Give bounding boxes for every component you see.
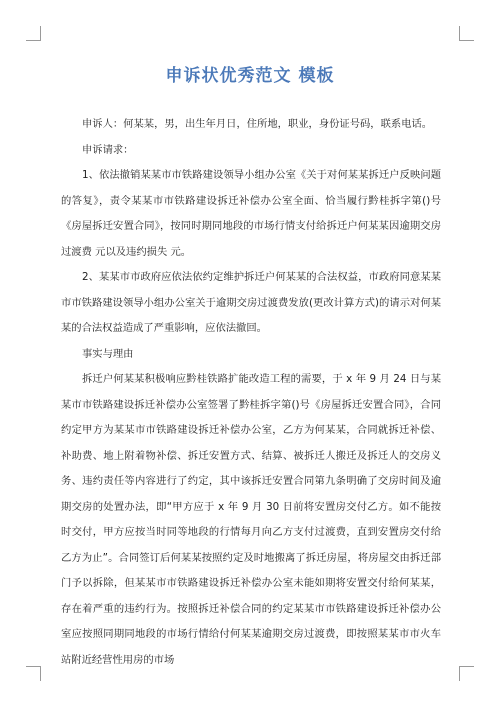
crop-mark-top-right	[459, 26, 474, 41]
request-heading: 申诉请求：	[82, 143, 134, 156]
crop-mark-bottom-left	[26, 666, 41, 681]
crop-mark-top-left	[26, 26, 41, 41]
facts-paragraph: 拆迁户何某某积极响应黔桂铁路扩能改造工程的需要，于 x 年 9 月 24 日与某某市市铁路建设拆迁补偿办公室签署了黔桂拆字第()号《房屋拆迁安置合同》，合同约定甲方为某某市市铁路建设拆迁补偿办公室，乙方为何某某，合同就拆迁补偿、补助费、地上附着物补偿、拆迁安置方式、结算、被拆迁人搬迁及拆迁人的交房义务、违约责任等内容进行了约定，其中该拆迁安置合同第九条明确了交房时间及逾期交房的处置办法，即“甲方应于 x 年 9 月 30 日前将安置房交付乙方。如不能按时交付，甲方应按当时同等地段的行情每月向乙方支付过渡费，直到安置房交付给乙方为止”。合同签订后何某某按照约定及时地搬离了拆迁房屋，将房屋交由拆迁部门予以拆除，但某某市市铁路建设拆迁补偿办公室未能如期将安置交付给何某某，存在着严重的违约行为。按照拆迁补偿合同的约定某某市市铁路建设拆迁补偿办公室应按照同期同地段的市场行情给付何某某逾期交房过渡费，即按照某某市市火车站附近经营性用房的市场	[61, 373, 441, 666]
facts-heading: 事实与理由	[82, 347, 134, 360]
request-item-1: 1、依法撤销某某市市铁路建设领导小组办公室《关于对何某某拆迁户反映问题的答复》，责令某某市市铁路建设拆迁补偿办公室全面、恰当履行黔桂拆字第()号《房屋拆迁安置合同》，按同时期同地段的市场行情支付给拆迁户何某某因逾期交房过渡费 元以及违约损失 元。	[61, 169, 441, 258]
crop-mark-bottom-right	[459, 666, 474, 681]
appellant-info: 申诉人：何某某，男，出生年月日，住所地，职业，身份证号码，联系电话。	[82, 118, 433, 130]
document-body	[61, 112, 441, 673]
document-title: 申诉状优秀范文 模板	[165, 66, 335, 86]
request-item-2: 2、某某市市政府应依法依约定维护拆迁户何某某的合法权益，市政府同意某某市市铁路建设领导小组办公室关于逾期交房过渡费发放(更改计算方式)的请示对何某某的合法权益造成了严重影响，应依法撤回。	[61, 271, 441, 334]
